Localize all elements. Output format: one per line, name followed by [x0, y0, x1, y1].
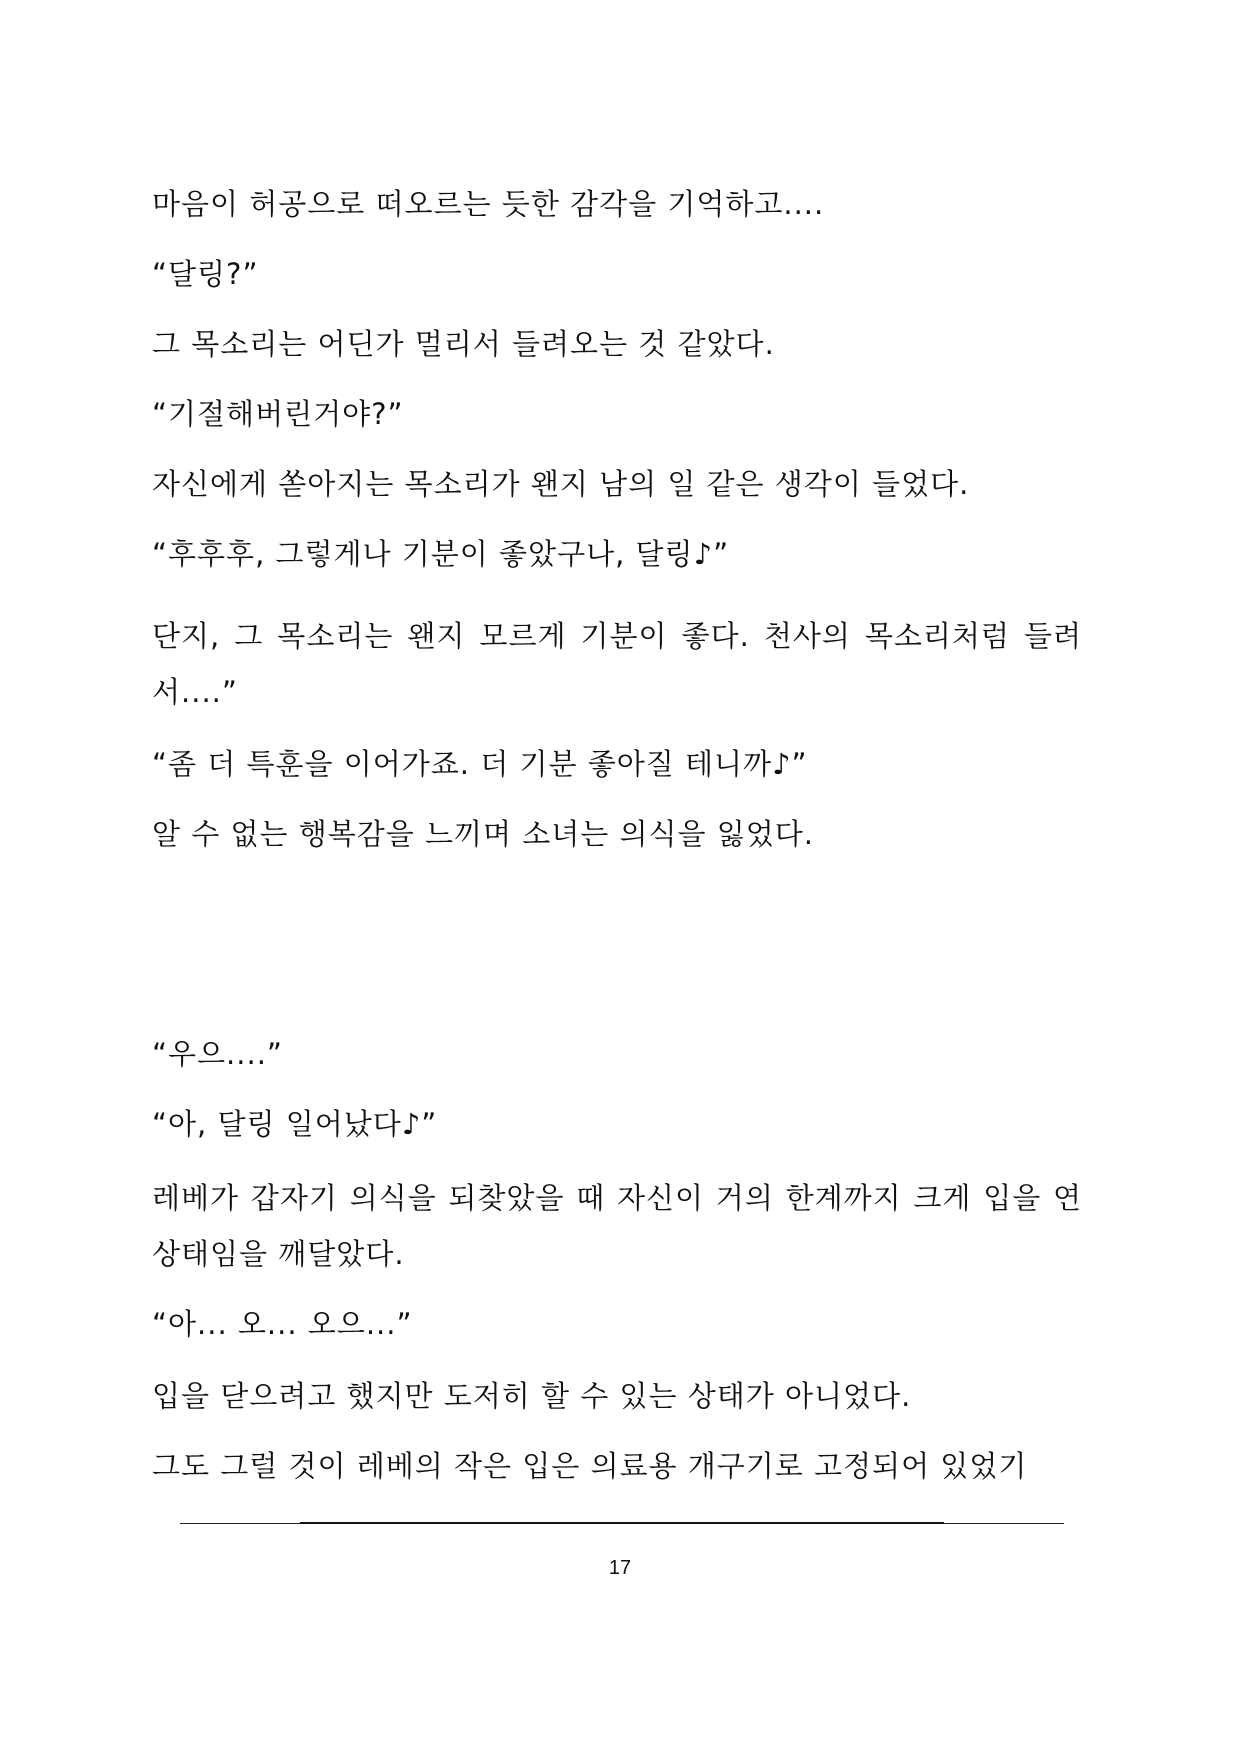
paragraph-12: 레베가 갑자기 의식을 되찾았을 때 자신이 거의 한계까지 크게 입을 연 상태임을 깨달았다.	[152, 1181, 1082, 1271]
paragraph-10: “우으....”	[152, 1037, 283, 1071]
paragraph-5: 자신에게 쏟아지는 목소리가 왠지 남의 일 같은 생각이 들었다.	[152, 467, 970, 501]
paragraph-9: 알 수 없는 행복감을 느끼며 소녀는 의식을 잃었다.	[152, 817, 815, 851]
paragraph-8: “좀 더 특훈을 이어가죠. 더 기분 좋아질 테니까♪”	[152, 747, 808, 781]
page-number: 17	[608, 1557, 632, 1579]
paragraph-13: “아... 오... 오으...”	[152, 1307, 413, 1341]
paragraph-7: 단지, 그 목소리는 왠지 모르게 기분이 좋다. 천사의 목소리처럼 들려서....”	[152, 619, 1082, 709]
paragraph-4: “기절해버린거야?”	[152, 397, 404, 431]
paragraph-3: 그 목소리는 어딘가 멀리서 들려오는 것 같았다.	[152, 327, 775, 361]
paragraph-11: “아, 달링 일어났다♪”	[152, 1107, 438, 1141]
paragraph-15: 그도 그럴 것이 레베의 작은 입은 의료용 개구기로 고정되어 있었기	[152, 1449, 1028, 1483]
paragraph-1: 마음이 허공으로 떠오르는 듯한 감각을 기억하고....	[152, 187, 825, 221]
paragraph-2: “달링?”	[152, 257, 259, 291]
footer-divider-center	[300, 1522, 944, 1524]
paragraph-6: “후후후, 그렇게나 기분이 좋았구나, 달링♪”	[152, 537, 730, 571]
paragraph-14: 입을 닫으려고 했지만 도저히 할 수 있는 상태가 아니었다.	[152, 1379, 912, 1413]
